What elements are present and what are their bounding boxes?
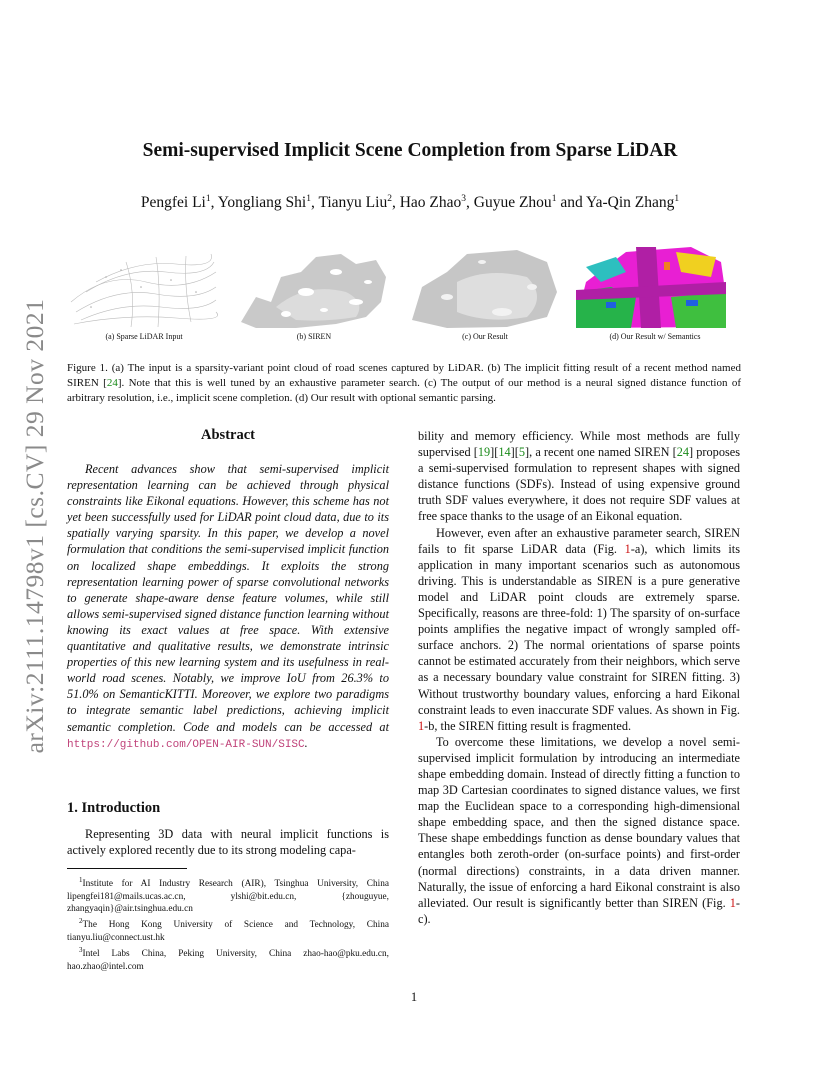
author-name: Hao Zhao bbox=[399, 194, 462, 212]
intro-right-column bbox=[418, 428, 740, 927]
code-link[interactable]: https://github.com/OPEN-AIR-SUN/SISC bbox=[67, 738, 305, 751]
figure-siren-image bbox=[236, 242, 392, 330]
footnote-divider bbox=[67, 868, 187, 869]
affiliation-mark: 1 bbox=[551, 194, 557, 204]
figure-ref-link[interactable]: 1 bbox=[624, 541, 631, 556]
footnote: $^3$Intel Labs China, Peking University, China zhao-hao@pku.edu.cn, hao.zhao@intel.com bbox=[67, 946, 389, 972]
abstract-text: Recent advances show that semi-supervised implicit representation learning can be achieved through physical constraints like Eikonal equations. However, this scheme has not yet been successfully used for LiDAR point cloud data, due to its spatially varying sparsity. In this paper, we develop a novel formulation that conditions the semi-supervised implicit function on localized shape embeddings. It exploits the strong representation learning power of sparse convolutional networks to generate shape-aware dense feature volumes, while still allows semi-supervised signed distance function learning without knowing its exact values at free space. With extensive quantitative and qualitative results, we demonstrate intrinsic properties of this new learning system and its usefulness in real-world road scenes. Notably, we improve IoU from 26.3% to 51.0% on SemanticKITTI. Moreover, we explore two paradigms to integrate semantic label predictions, achieving implicit semantic completion. Code and models can be accessed at https://github.com/OPEN-AIR-SUN/SISC. bbox=[67, 462, 389, 751]
arxiv-stamp: arXiv:2111.14798v1 [cs.CV] 29 Nov 2021 bbox=[20, 298, 49, 754]
figure-panel-label: (b) SIREN bbox=[296, 332, 332, 341]
citation-link[interactable]: 19 bbox=[477, 445, 491, 460]
figure-panel-label: (d) Our Result w/ Semantics bbox=[609, 332, 701, 341]
figure-panel-label: (c) Our Result bbox=[462, 332, 508, 341]
paragraph: To overcome these limitations, we develop a novel semi-supervised implicit formulation by introducing an intermediate shape embedding domain. Instead of directly fitting a function to map 3D Cartesian coordinates to signed distance values, we first map the Euclidean space to a corresponding high-dimensional shape embedding space, and then the signed distance space. These shape embeddings function as dense boundary values that entangles both zeroth-order (on-surface points) and first-order (normal directions) constraints, in a data driven manner. Naturally, the issue of enforcing a hard Eikonal constraint is also alleviated. Our result is significantly better than SIREN (Fig. 1-c). bbox=[418, 734, 740, 926]
author-name: Yongliang Shi bbox=[217, 194, 307, 212]
intro-paragraph: Representing 3D data with neural implicit functions is actively explored recently due to its strong modeling capa- bbox=[67, 827, 389, 858]
citation-link[interactable]: 5 bbox=[518, 445, 525, 460]
footnote: $^1$Institute for AI Industry Research (AIR), Tsinghua University, China lipengfei181@mails.ucas.ac.cn, ylshi@bit.edu.cn, {zhouguyue, zhangyaqin}@air.tsinghua.edu.cn bbox=[67, 876, 389, 914]
figure-panel-label: (a) Sparse LiDAR Input bbox=[105, 332, 183, 341]
paragraph: However, even after an exhaustive parameter search, SIREN fails to fit sparse LiDAR data (Fig. 1-a), which limits its application in many important scenarios such as autonomous driving. This is understandable as SIREN is a pure generative model and LiDAR point clouds are extremely sparse. Specifically, reasons are three-fold: 1) The sparsity of on-surface points amplifies the negative impact of wrongly sampled off-surface anchors. 2) The normal orientations of sparse points cannot be estimated accurately from their neighbors, which serve as a necessary boundary value constraint for SIREN fitting. 3) Without trustworthy boundary values, enforcing a hard Eikonal constraint leads to even inaccurate SDF values. As shown in Fig. 1-b, the SIREN fitting result is fragmented. bbox=[418, 525, 740, 733]
author-list: Pengfei Li$^1$, Yongliang Shi$^1$, Tianyu Liu$^2$, Hao Zhao$^3$, Guyue Zhou$^1$ and Ya-Qin Zhang$^1$ bbox=[140, 194, 680, 212]
author-name: Ya-Qin Zhang bbox=[586, 194, 675, 212]
figure-ref-link[interactable]: 1 bbox=[418, 718, 425, 733]
paragraph: bility and memory efficiency. While most methods are fully supervised [19][14][5], a recent one named SIREN [24] proposes a semi-supervised formulation to represent shapes with signed distance functions (SDFs). Instead of using expensive ground truth SDF values everywhere, it does not require SDF values at free space thanks to the usage of an Eikonal equation. bbox=[418, 429, 740, 524]
page-number: 1 bbox=[410, 990, 418, 1004]
affiliation-mark: 2 bbox=[387, 194, 392, 204]
paper-title: Semi-supervised Implicit Scene Completion from Sparse LiDAR bbox=[142, 140, 678, 161]
affiliation-mark: 1 bbox=[205, 194, 211, 204]
figure-our-result-image bbox=[407, 242, 563, 330]
citation-link[interactable]: 24 bbox=[676, 445, 690, 460]
figure-sparse-lidar-image bbox=[66, 242, 222, 330]
section-heading-introduction: 1. Introduction bbox=[67, 800, 161, 816]
citation-link[interactable]: 24 bbox=[106, 377, 118, 390]
affiliation-mark: 3 bbox=[461, 194, 467, 204]
affiliation-mark: 1 bbox=[306, 194, 311, 204]
footnotes bbox=[67, 874, 389, 973]
footnote: $^2$The Hong Kong University of Science and Technology, China tianyu.liu@connect.ust.hk bbox=[67, 917, 389, 943]
author-name: Guyue Zhou bbox=[473, 194, 552, 212]
abstract-heading: Abstract bbox=[201, 427, 255, 443]
figure-semantic-result-image bbox=[576, 242, 732, 330]
author-name: Pengfei Li bbox=[140, 194, 206, 212]
figure-caption: Figure 1. (a) The input is a sparsity-variant point cloud of road scenes captured by LiDAR. (b) The implicit fitting result of a recent method named SIREN [24]. Note that this is well tuned by an exhaustive parameter search. (c) The output of our method is a neural signed distance function of arbitrary resolution, i.e., implicit scene completion. (d) Our result with optional semantic parsing. bbox=[67, 362, 741, 405]
figure-ref-link[interactable]: 1 bbox=[729, 895, 736, 910]
citation-link[interactable]: 14 bbox=[498, 445, 511, 460]
affiliation-mark: 1 bbox=[674, 194, 680, 204]
author-name: Tianyu Liu bbox=[318, 194, 388, 212]
